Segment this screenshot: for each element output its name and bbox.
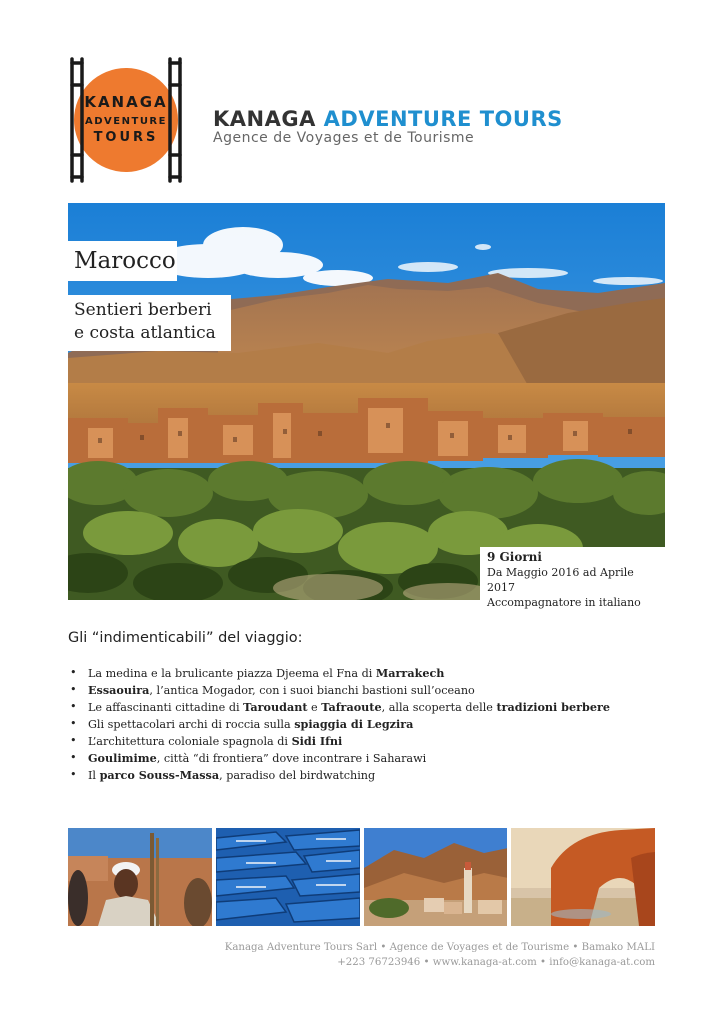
logo-text-line2: ADVENTURE: [85, 116, 167, 127]
photo-strip: [68, 828, 655, 926]
highlight-text: Il: [88, 769, 100, 782]
highlight-item: [68, 750, 610, 767]
highlight-keyword: Essaouira: [88, 683, 150, 697]
highlight-item: [68, 665, 610, 682]
logo-text-line3: TOURS: [93, 130, 159, 145]
highlight-keyword: spiaggia di Legzira: [294, 717, 414, 731]
highlight-item: [68, 699, 610, 716]
highlight-text: , città “di frontiera” dove incontrare i Saharawi: [156, 752, 427, 765]
photo-blue-boats: [216, 828, 360, 926]
trip-dates: Da Maggio 2016 ad Aprile 2017: [487, 566, 634, 594]
highlight-item: [68, 682, 610, 699]
photo-tafraoute-village: [364, 828, 508, 926]
highlight-item: [68, 716, 610, 733]
brand-name: [213, 107, 563, 131]
highlight-item: [68, 733, 610, 750]
kanaga-logo-icon: [68, 55, 184, 185]
trip-subtitle-line1: Sentieri berberi: [74, 300, 212, 320]
highlight-text: e: [307, 701, 322, 714]
trip-title: Marocco: [68, 241, 177, 281]
highlight-keyword: parco Souss-Massa: [99, 768, 220, 782]
brand-name-part1: KANAGA: [213, 107, 316, 131]
footer-line1: Kanaga Adventure Tours Sarl • Agence de Voyages et de Tourisme • Bamako MALI: [224, 942, 655, 953]
highlight-keyword: Tafraoute: [321, 700, 382, 714]
trip-duration: 9 Giorni: [487, 550, 542, 564]
highlight-item: [68, 767, 610, 784]
footer-line2: +223 76723946 • www.kanaga-at.com • info@kanaga-at.com: [337, 957, 655, 968]
trip-subtitle-line2: e costa atlantica: [74, 323, 216, 343]
trip-info-box: [480, 547, 665, 609]
footer-contact: [225, 940, 655, 970]
highlight-keyword: Sidi Ifni: [291, 734, 343, 748]
trip-subtitle: [68, 295, 231, 351]
highlight-keyword: Marrakech: [375, 666, 445, 680]
photo-berber-man: [68, 828, 212, 926]
company-logo: [68, 55, 184, 185]
highlight-text: , l’antica Mogador, con i suoi bianchi bastioni sull’oceano: [149, 684, 475, 697]
highlight-text: La medina e la brulicante piazza Djeema el Fna di: [88, 667, 376, 680]
highlight-text: , alla scoperta delle: [381, 701, 497, 714]
highlights-title: Gli “indimenticabili” del viaggio:: [68, 630, 303, 646]
trip-guide: Accompagnatore in italiano: [487, 596, 641, 609]
photo-legzira-arch: [511, 828, 655, 926]
highlight-keyword: Goulimime: [88, 751, 157, 765]
highlight-text: , paradiso del birdwatching: [219, 769, 376, 782]
highlight-text: Le affascinanti cittadine di: [88, 701, 244, 714]
highlights-list: [68, 665, 610, 784]
logo-text-line1: KANAGA: [84, 93, 168, 111]
highlight-keyword: Taroudant: [243, 700, 308, 714]
highlight-text: Gli spettacolari archi di roccia sulla: [88, 718, 295, 731]
highlight-keyword: tradizioni berbere: [496, 700, 610, 714]
brand-name-part2: ADVENTURE TOURS: [323, 107, 563, 131]
brand-tagline: Agence de Voyages et de Tourisme: [213, 130, 475, 146]
highlight-text: L’architettura coloniale spagnola di: [88, 735, 292, 748]
